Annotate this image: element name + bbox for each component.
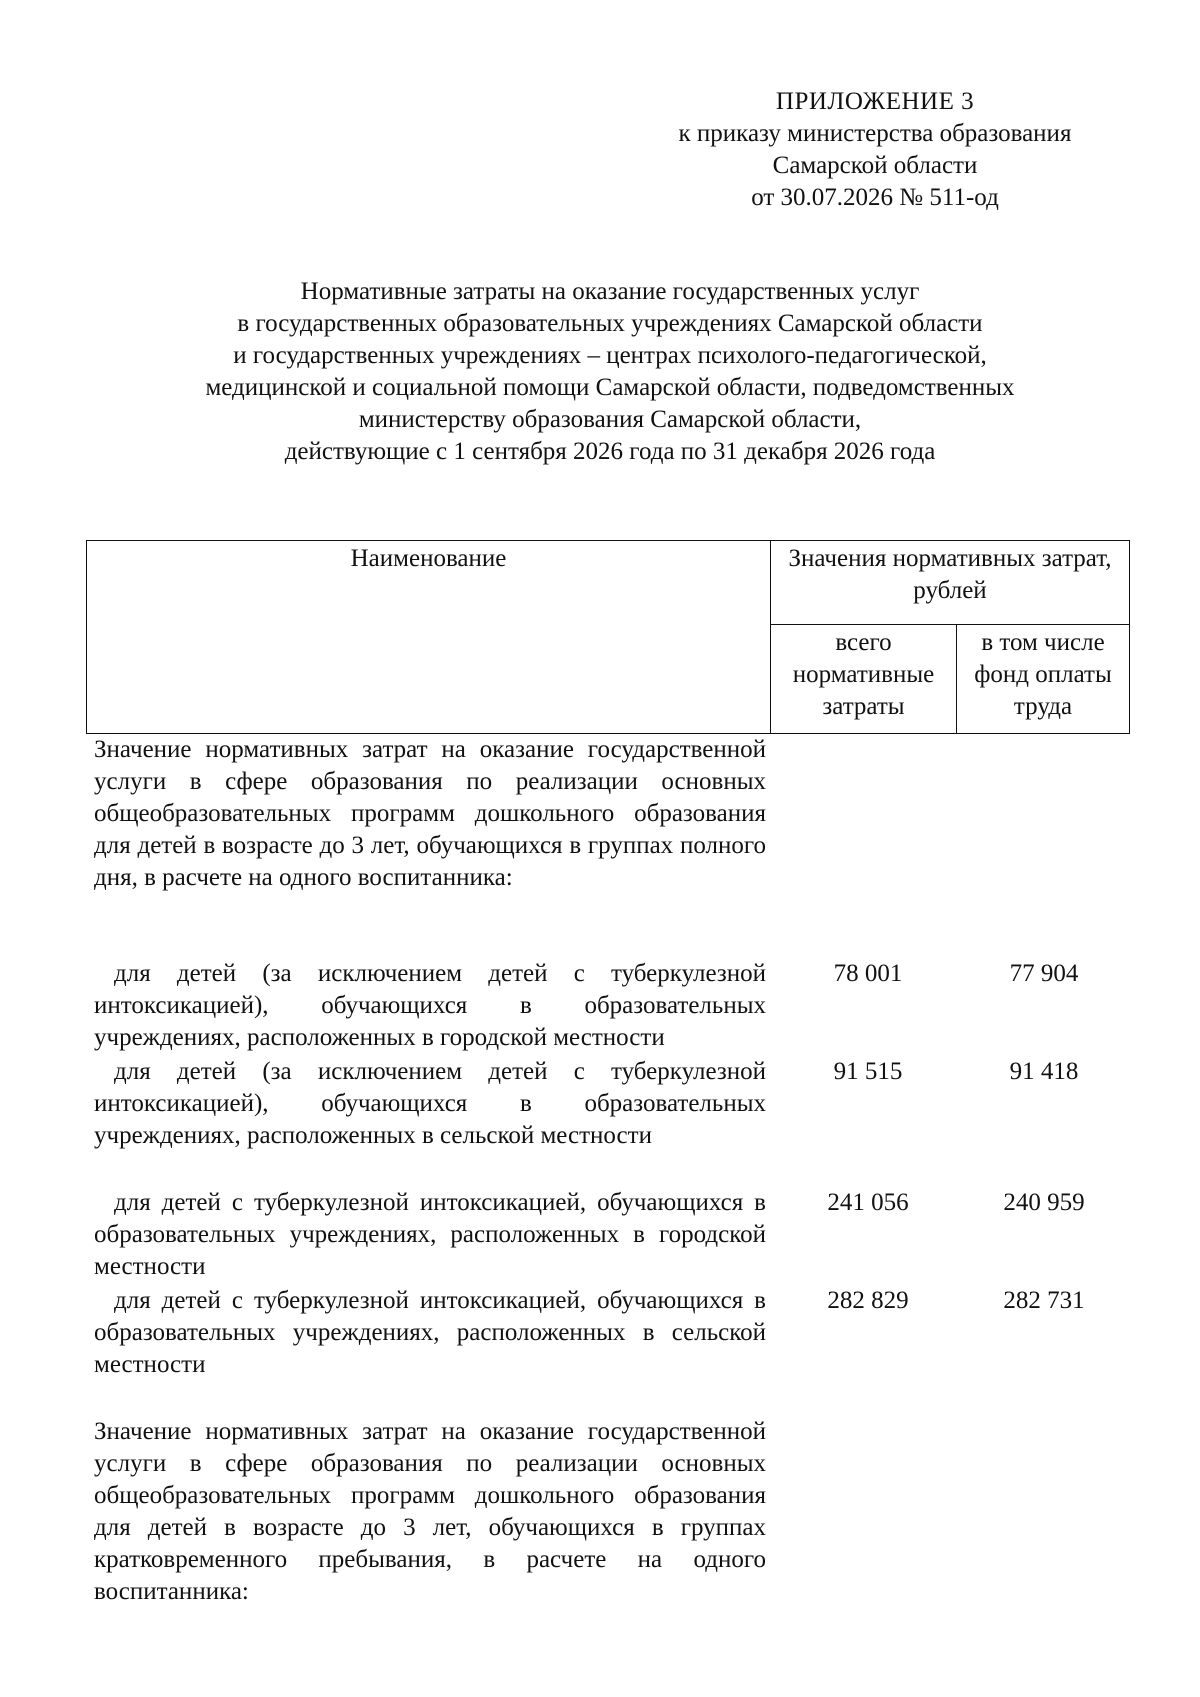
heading-line: министерству образования Самарской области,: [358, 406, 862, 433]
column-name-header: Наименование: [87, 541, 771, 733]
appendix-title: ПРИЛОЖЕНИЕ 3: [775, 88, 975, 115]
item-total-value: 91 515: [833, 1058, 903, 1085]
item-total-value: 78 001: [833, 960, 903, 987]
item-text: для детей с туберкулезной интоксикацией, обучающихся в образовательных учреждениях, расположенных в сельской местности: [94, 1287, 766, 1378]
appendix-order-line: к приказу министерства образования: [678, 120, 1072, 147]
item-text: для детей (за исключением детей с туберкулезной интоксикацией), обучающихся в образовательных учреждениях, расположенных в городской местности: [94, 960, 766, 1051]
heading-line: медицинской и социальной помощи Самарской области, подведомственных: [205, 374, 1015, 401]
appendix-date-line: от 30.07.2026 № 511-од: [751, 184, 999, 211]
item-wage-value: 282 731: [1003, 1287, 1085, 1314]
table-header: [86, 540, 1130, 734]
appendix-block: [640, 86, 1110, 214]
column-values-header: Значения нормативных затрат, рублей: [771, 541, 1129, 625]
heading-line: действующие с 1 сентября 2026 года по 31 декабря 2026 года: [284, 438, 936, 465]
item-text: для детей с туберкулезной интоксикацией, обучающихся в образовательных учреждениях, расположенных в городской местности: [94, 1189, 766, 1280]
heading-line: и государственных учреждениях – центрах психолого-педагогической,: [233, 342, 987, 369]
item-wage-value: 240 959: [1003, 1189, 1085, 1216]
item-text: для детей (за исключением детей с туберкулезной интоксикацией), обучающихся в образовательных учреждениях, расположенных в сельской местности: [94, 1058, 766, 1149]
column-wage-header: в том числе фонд оплаты труда: [974, 629, 1112, 720]
appendix-region-line: Самарской области: [772, 152, 978, 179]
section-text: Значение нормативных затрат на оказание государственной услуги в сфере образования по реализации основных общеобразовательных программ дошкольного образования для детей в возрасте до 3 лет, обучающихся в группах кратковременного пребывания, в расчете на одного воспитанника:: [94, 1418, 766, 1605]
heading-line: Нормативные затраты на оказание государственных услуг: [300, 278, 920, 305]
item-wage-value: 77 904: [1009, 960, 1079, 987]
section-text: Значение нормативных затрат на оказание государственной услуги в сфере образования по реализации основных общеобразовательных программ дошкольного образования для детей в возрасте до 3 лет, обучающихся в группах полного дня, в расчете на одного воспитанника:: [94, 736, 766, 891]
item-wage-value: 91 418: [1009, 1058, 1079, 1085]
item-total-value: 282 829: [827, 1287, 909, 1314]
item-total-value: 241 056: [827, 1189, 909, 1216]
heading-line: в государственных образовательных учреждениях Самарской области: [237, 310, 983, 337]
document-heading: [120, 276, 1100, 468]
column-total-header: всего нормативные затраты: [771, 625, 957, 733]
